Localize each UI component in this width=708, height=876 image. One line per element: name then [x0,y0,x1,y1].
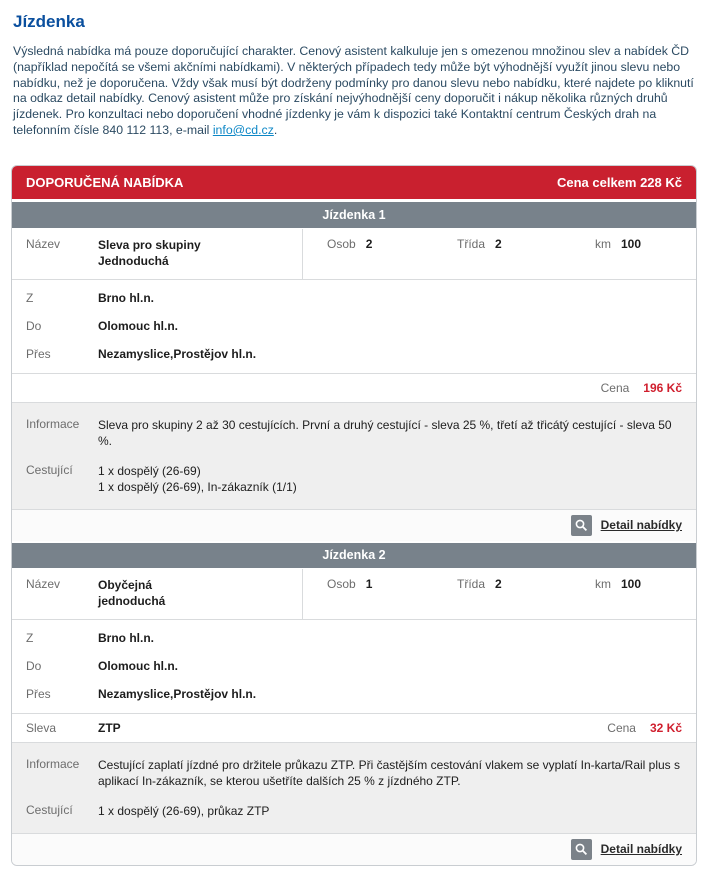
ticket-2-title-bar [12,541,696,569]
label-trida: Třída [457,236,486,251]
ticket-2-route-group [12,620,696,714]
ticket-1-info-block [12,403,696,510]
ticket-2-passengers: 1 x dospělý (26-69), průkaz ZTP [98,803,270,818]
ticket-2-detail-link[interactable] [571,839,682,860]
intro-text: Výsledná nabídka má pouze doporučující charakter. Cenový asistent kalkuluje jen s omezenou množinou slev a nabídek ČD (například nepočítá se všemi akčními nabídkami). V některých případech tedy může být výhodnější využít jinou slevu nebo nabídku, než je doporučena. Vždy však musí být dodrženy podmínky pro danou slevu nebo nabídku, které najdete po kliknutí na odkaz detail nabídky. Cenový asistent může pro získání nejvýhodnější ceny doporučit i nákup několika různých druhů jízdenek. Pro konzultaci nebo doporučení vhodné jízdenky je vám k dispozici také Kontaktní centrum Českých drah na telefonním čísle 840 112 113, e-mail [13,44,694,137]
ticket-1-passengers: 1 x dospělý (26-69) 1 x dospělý (26-69), In-zákazník (1/1) [98,463,297,494]
label-trida: Třída [457,576,486,591]
label-informace: Informace [26,756,80,771]
label-do: Do [26,658,42,673]
label-cestujici: Cestující [26,462,73,477]
ticket-1-km-value: 100 [621,236,642,251]
ticket-2-trida-value: 2 [495,576,502,591]
label-sleva: Sleva [26,720,57,735]
label-nazev: Název [26,576,61,591]
label-informace: Informace [26,416,80,431]
label-z: Z [26,290,34,305]
email-link[interactable]: info@cd.cz [212,122,274,137]
ticket-2-name-row [12,569,696,620]
page-title: Jízdenka [13,12,85,31]
ticket-2-to-value: Olomouc hl.n. [98,658,178,673]
ticket-2-name-value: Obyčejná jednoduchá [98,577,166,608]
ticket-1-detail-link[interactable] [571,515,682,536]
intro-after: . [273,122,278,137]
intro-paragraph [13,44,695,139]
ticket-2-km-value: 100 [621,576,642,591]
label-km: km [595,576,611,591]
ticket-2-via-value: Nezamyslice,Prostějov hl.n. [98,686,257,701]
ticket-2-info-text: Cestující zaplatí jízdné pro držitele průkazu ZTP. Při častějším cestování vlakem se vyplatí In-karta/Rail plus s aplikací In-zákazník, se kterou ušetříte dalších 25 % z jízdného ZTP. [98,757,681,788]
ticket-1-price-row [12,374,696,403]
offer-header-bar [12,166,696,201]
offer-header-title: DOPORUČENÁ NABÍDKA [26,174,184,190]
ticket-2-info-block [12,743,696,834]
label-cestujici: Cestující [26,802,73,817]
label-nazev: Název [26,236,61,251]
ticket-1-info-text: Sleva pro skupiny 2 až 30 cestujících. První a druhý cestující - sleva 25 %, třetí až třicátý cestující - sleva 50 %. [98,417,672,448]
ticket-1-to-value: Olomouc hl.n. [98,318,178,333]
recommended-offer-box [11,165,697,866]
label-osob: Osob [327,236,356,251]
ticket-1-detail-row [12,510,696,541]
ticket-2-sleva-price-row [12,714,696,743]
ticket-1-name-row [12,229,696,280]
ticket-2-from-value: Brno hl.n. [98,630,154,645]
ticket-1-title-bar [12,201,696,229]
label-cena: Cena [600,380,630,395]
ticket-2-sleva-value: ZTP [98,720,121,735]
ticket-2-osob-value: 1 [365,576,373,591]
label-pres: Přes [26,346,51,361]
ticket-1-route-group [12,280,696,374]
ticket-1-via-value: Nezamyslice,Prostějov hl.n. [98,346,257,361]
ticket-2-price-value: 32 Kč [649,720,682,735]
ticket-1-from-value: Brno hl.n. [98,290,154,305]
ticket-2-detail-label: Detail nabídky [600,842,682,857]
label-z: Z [26,630,34,645]
ticket-2-detail-row [12,834,696,865]
ticket-1-price-value: 196 Kč [643,380,682,395]
label-km: km [595,236,611,251]
magnifier-icon [571,515,592,536]
ticket-1-trida-value: 2 [495,236,502,251]
label-osob: Osob [327,576,356,591]
ticket-1-title: Jízdenka 1 [322,207,386,222]
ticket-1-detail-label: Detail nabídky [600,518,682,533]
label-pres: Přes [26,686,51,701]
ticket-1-osob-value: 2 [365,236,373,251]
offer-total-price: Cena celkem 228 Kč [556,174,682,190]
ticket-2-title: Jízdenka 2 [322,548,386,563]
magnifier-icon [571,839,592,860]
label-do: Do [26,318,42,333]
ticket-1-name-value: Sleva pro skupiny Jednoduchá [98,237,201,268]
label-cena: Cena [607,720,636,735]
